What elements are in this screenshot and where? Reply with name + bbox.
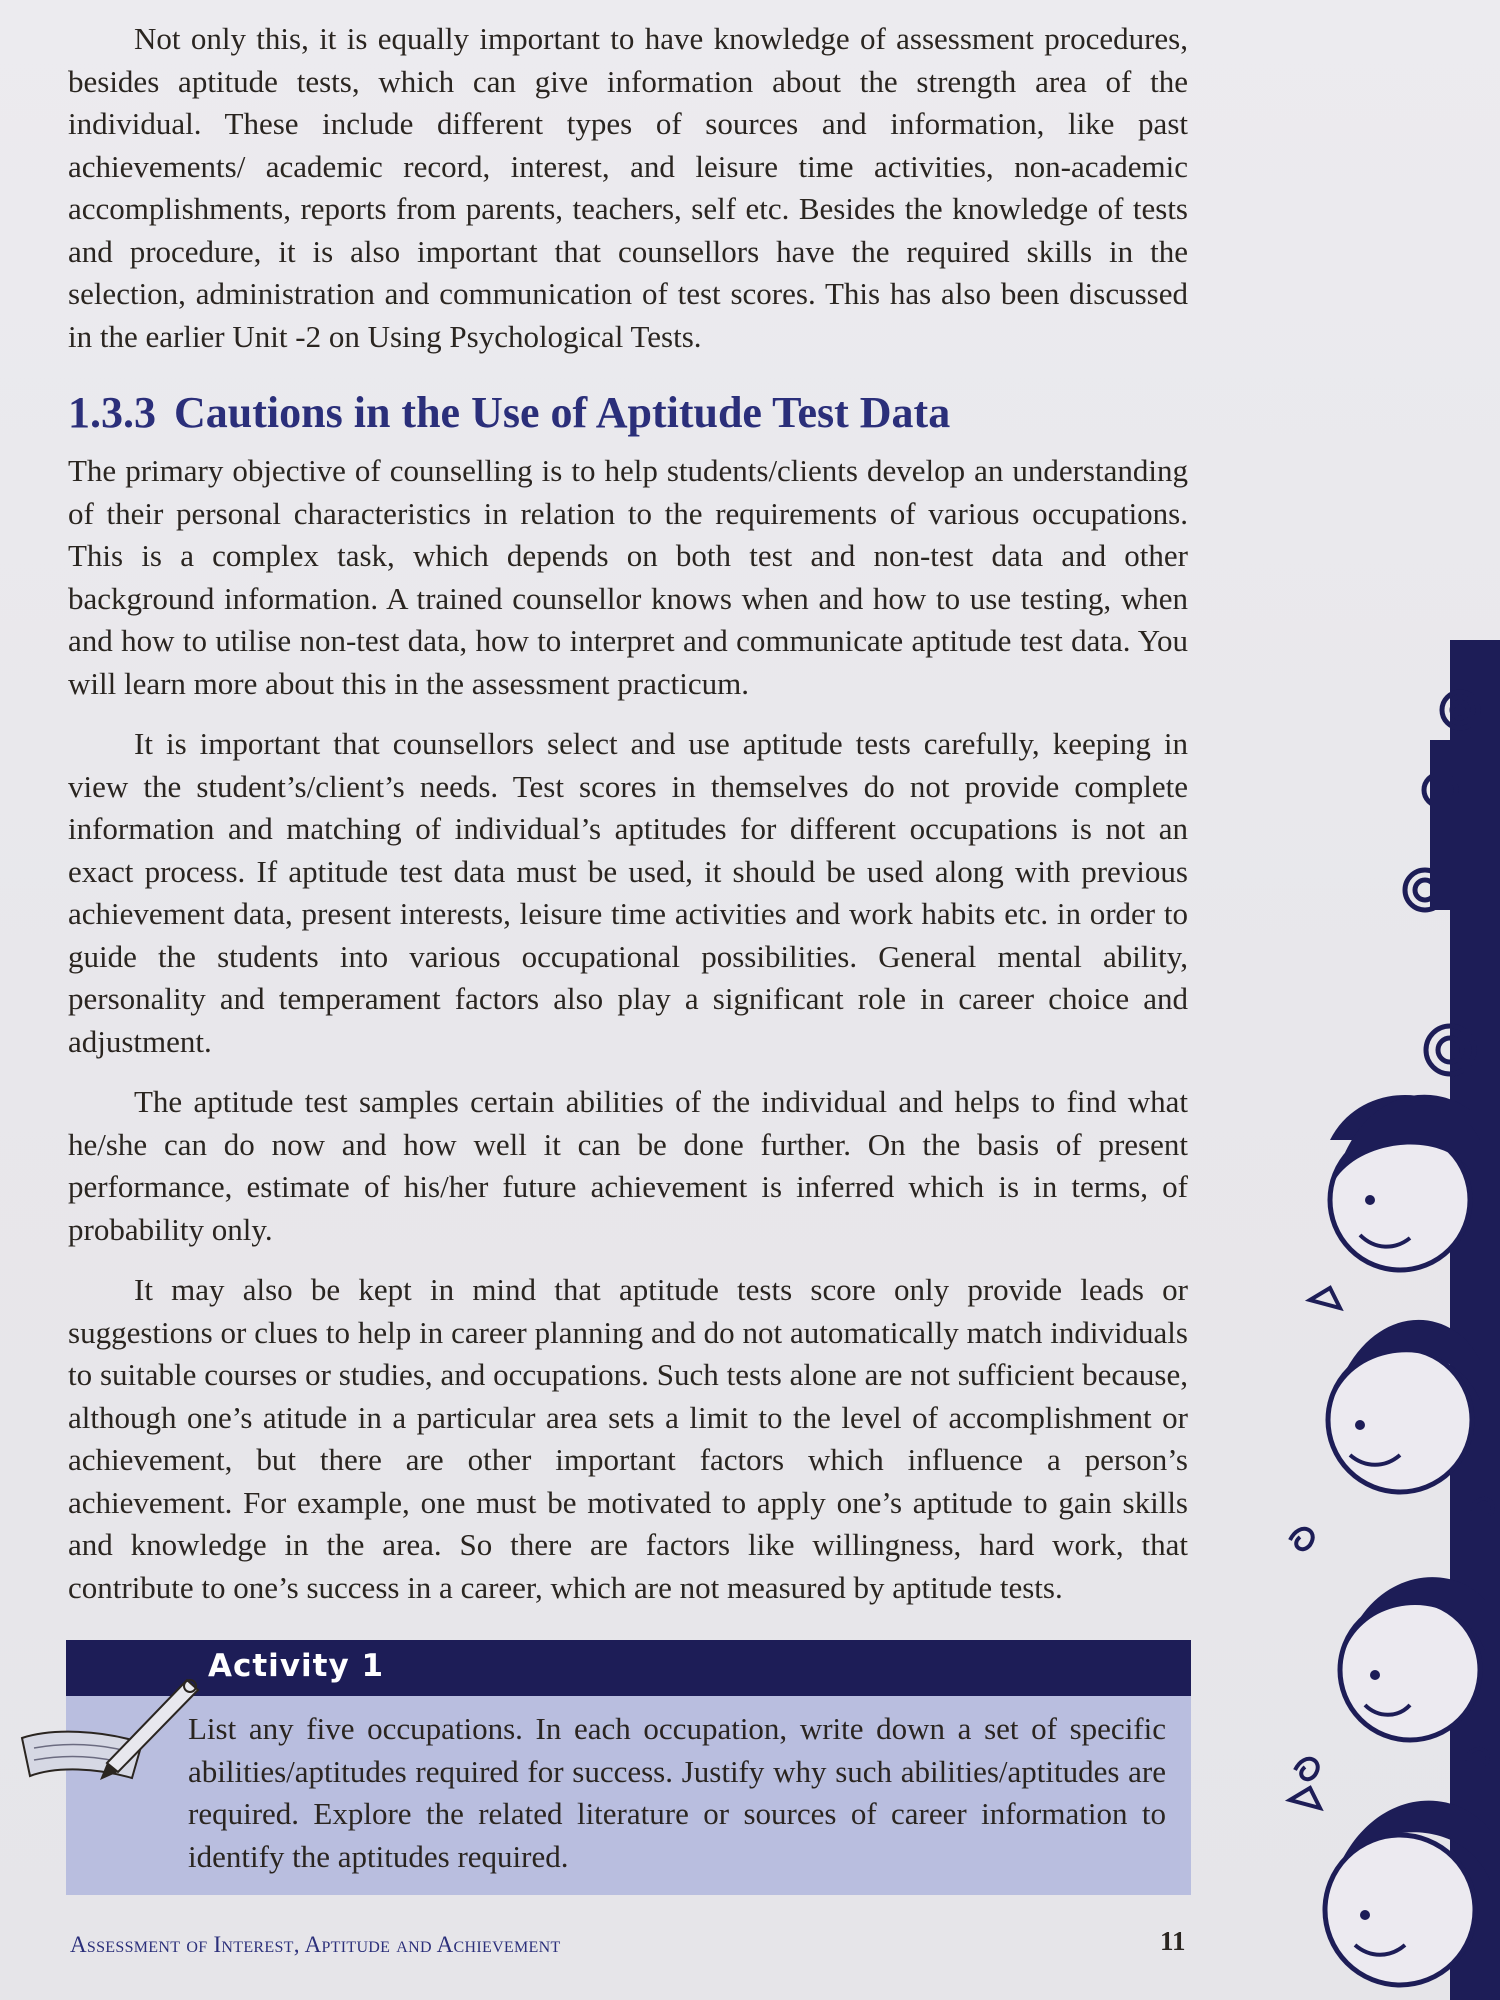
activity-box xyxy=(66,1640,1191,1895)
activity-title: Activity 1 xyxy=(208,1648,385,1684)
section-title: Cautions in the Use of Aptitude Test Data xyxy=(174,388,951,437)
section-paragraph-3: The aptitude test samples certain abilities of the individual and helps to find what he/she can do now and how well it can be done further. On the basis of present performance, estimate of his/her future achievement is inferred which is in terms, of probability only. xyxy=(68,1084,1188,1247)
children-doodle-illustration xyxy=(1250,640,1500,2000)
page-content xyxy=(68,18,1188,1627)
section-paragraph-4: It may also be kept in mind that aptitude tests score only provide leads or suggestions or clues to help in career planning and do not automatically match individuals to suitable courses or studies, and occupations. Such tests alone are not sufficient because, although one’s atitude in a particular area sets a limit to the level of accomplishment or achievement, but there are other important factors which influence a person’s achievement. For example, one must be motivated to apply one’s aptitude to gain skills and knowledge in the area. So there are factors like willingness, hard work, that contribute to one’s success in a career, which are not measured by aptitude tests. xyxy=(68,1272,1188,1605)
intro-paragraph: Not only this, it is equally important to have knowledge of assessment procedures, besides aptitude tests, which can give information about the strength area of the individual. These include different types of sources and information, like past achievements/ academic record, interest, and leisure time activities, non-academic accomplishments, reports from parents, teachers, self etc. Besides the knowledge of tests and procedure, it is also important that counsellors have the required skills in the selection, administration and communication of test scores. This has also been discussed in the earlier Unit -2 on Using Psychological Tests. xyxy=(68,21,1188,354)
section-paragraph-1: The primary objective of counselling is to help students/clients develop an understanding of their personal characteristics in relation to the requirements of various occupations. This is a complex task, which depends on both test and non-test data and other background information. A trained counsellor knows when and how to use testing, when and how to utilise non-test data, how to interpret and communicate aptitude test data. You will learn more about this in the assessment practicum. xyxy=(68,453,1188,701)
section-paragraph-2: It is important that counsellors select and use aptitude tests carefully, keeping in view the student’s/client’s needs. Test scores in themselves do not provide complete information and matching of individual’s aptitudes for different occupations is not an exact process. If aptitude test data must be used, it should be used along with previous achievement data, present interests, leisure time activities and work habits etc. in order to guide the students into various occupational possibilities. General mental ability, personality and temperament factors also play a significant role in career choice and adjustment. xyxy=(68,726,1188,1059)
page-number: 11 xyxy=(1160,1926,1186,1956)
activity-text: List any five occupations. In each occupation, write down a set of specific abilities/aptitudes required for success. Justify why such abilities/aptitudes are required. Explore the related literature or sources of career information to identify the aptitudes required. xyxy=(188,1711,1166,1874)
section-heading xyxy=(68,386,1188,440)
activity-body xyxy=(66,1696,1191,1895)
section-number: 1.3.3 xyxy=(68,388,156,437)
pen-and-paper-icon xyxy=(12,1668,212,1798)
footer-book-title: Assessment of Interest, Aptitude and Achievement xyxy=(70,1932,561,1957)
